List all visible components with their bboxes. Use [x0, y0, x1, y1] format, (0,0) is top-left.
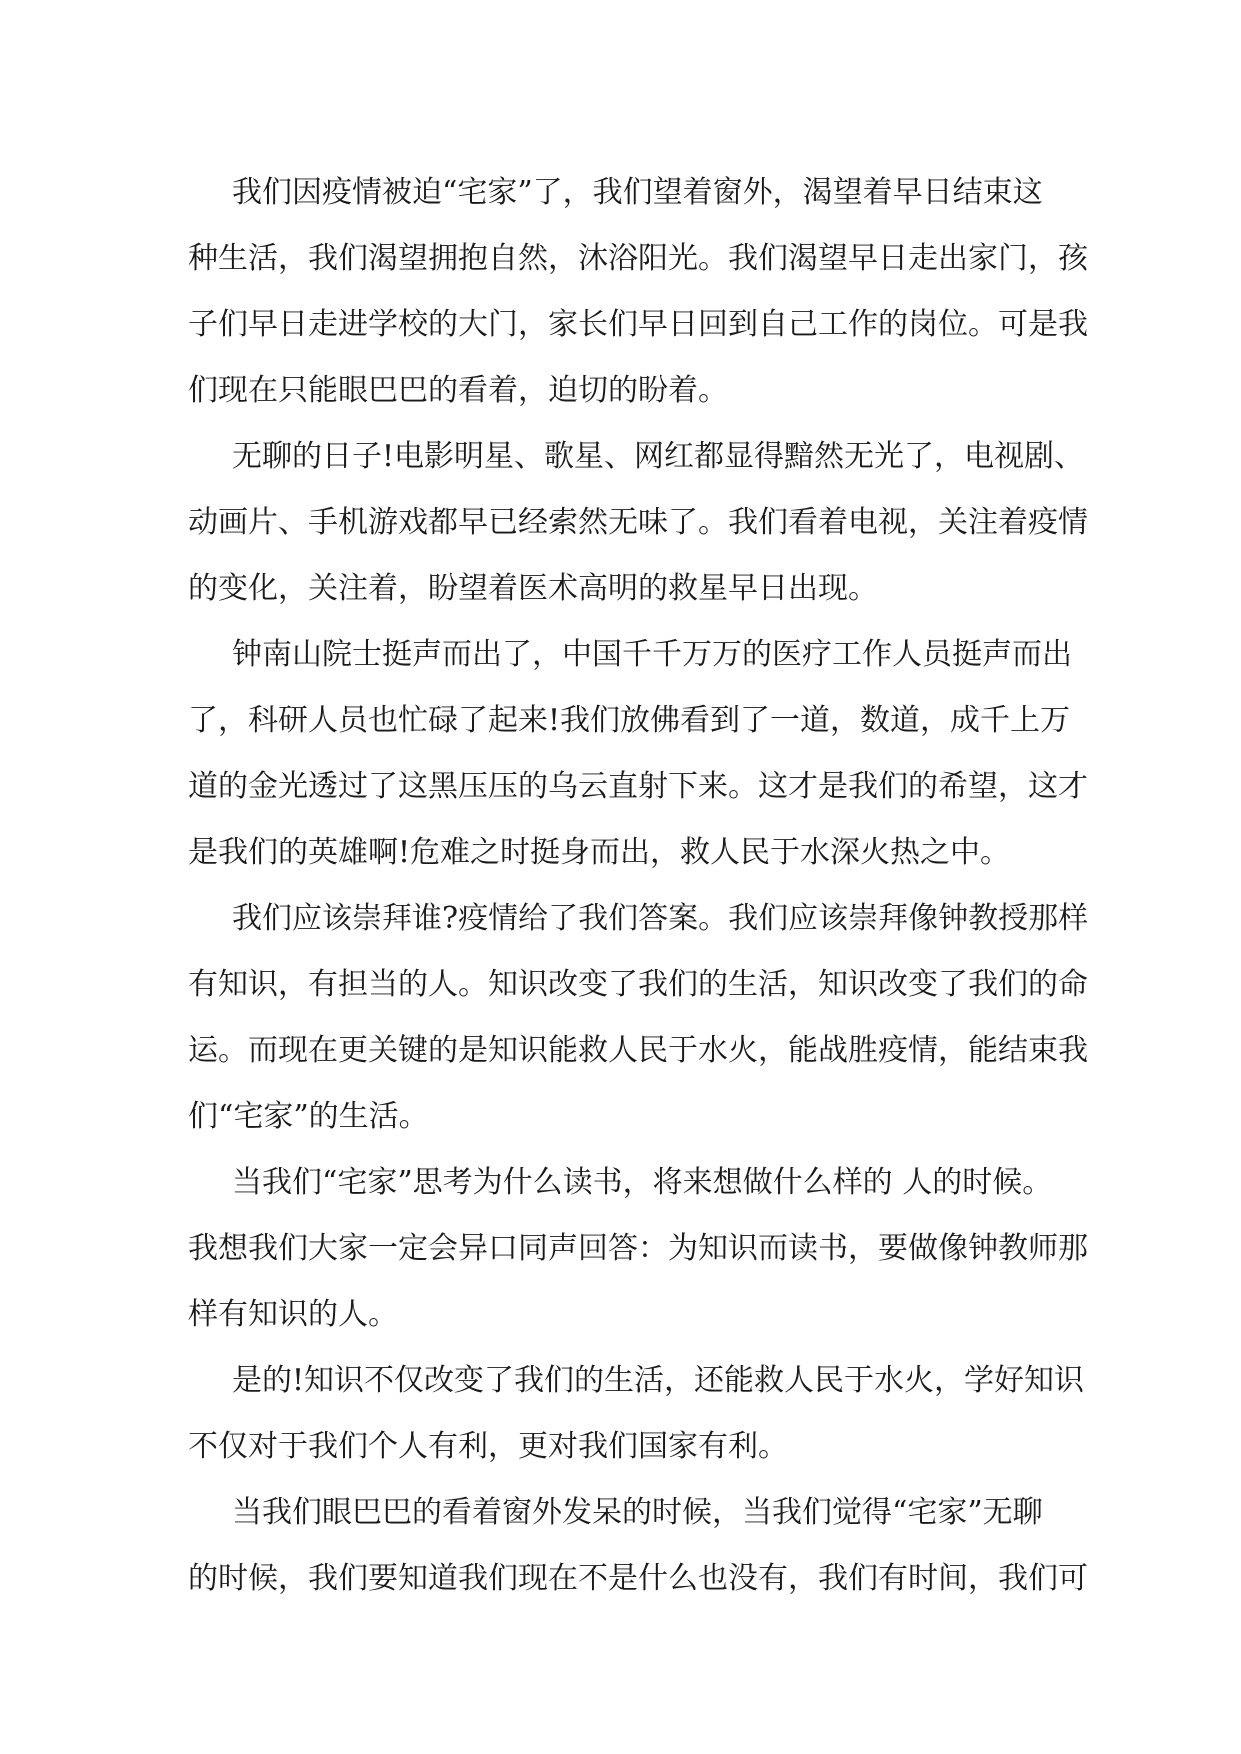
paragraph-2	[188, 424, 1088, 622]
paragraph-1	[188, 160, 1088, 424]
text-line: 的变化，关注着，盼望着医术高明的救星早日出现。	[188, 571, 878, 606]
document-body	[188, 160, 1089, 1612]
text-line: 运。而现在更关键的是知识能救人民于水火，能战胜疫情，能结束我	[188, 1033, 1088, 1068]
text-line: 了，科研人员也忙碌了起来!我们放佛看到了一道，数道，成千上万	[188, 703, 1071, 738]
text-line: 我想我们大家一定会异口同声回答：为知识而读书，要做像钟教师那	[188, 1231, 1088, 1266]
text-line: 我们应该崇拜谁?疫情给了我们答案。我们应该崇拜像钟教授那样	[232, 901, 1089, 936]
text-line: 当我们“宅家”思考为什么读书，将来想做什么样的 人的时候。	[232, 1165, 1053, 1200]
paragraph-5	[188, 1150, 1088, 1348]
text-line: 钟南山院士挺声而出了，中国千千万万的医疗工作人员挺声而出	[232, 637, 1072, 672]
text-line: 子们早日走进学校的大门，家长们早日回到自己工作的岗位。可是我	[188, 307, 1088, 342]
text-line: 的时候，我们要知道我们现在不是什么也没有，我们有时间，我们可	[188, 1561, 1088, 1596]
paragraph-4	[188, 886, 1089, 1150]
text-line: 有知识，有担当的人。知识改变了我们的生活，知识改变了我们的命	[188, 967, 1088, 1002]
paragraph-6	[188, 1348, 1085, 1480]
paragraph-3	[188, 622, 1088, 886]
text-line: 动画片、手机游戏都早已经索然无味了。我们看着电视，关注着疫情	[188, 505, 1088, 540]
text-line: 是的!知识不仅改变了我们的生活，还能救人民于水火，学好知识	[232, 1363, 1085, 1398]
text-line: 们现在只能眼巴巴的看着，迫切的盼着。	[188, 373, 728, 408]
text-line: 是我们的英雄啊!危难之时挺身而出，救人民于水深火热之中。	[188, 835, 1011, 870]
text-line: 们“宅家”的生活。	[188, 1099, 429, 1134]
paragraph-7	[188, 1480, 1088, 1612]
text-line: 我们因疫情被迫“宅家”了，我们望着窗外，渴望着早日结束这	[232, 175, 1043, 210]
text-line: 道的金光透过了这黑压压的乌云直射下来。这才是我们的希望，这才	[188, 769, 1088, 804]
text-line: 不仅对于我们个人有利，更对我们国家有利。	[188, 1429, 788, 1464]
text-line: 无聊的日子!电影明星、歌星、网红都显得黯然无光了，电视剧、	[232, 439, 1085, 474]
text-line: 当我们眼巴巴的看着窗外发呆的时候，当我们觉得“宅家”无聊	[232, 1495, 1043, 1530]
text-line: 种生活，我们渴望拥抱自然，沐浴阳光。我们渴望早日走出家门，孩	[188, 241, 1088, 276]
text-line: 样有知识的人。	[188, 1297, 398, 1332]
